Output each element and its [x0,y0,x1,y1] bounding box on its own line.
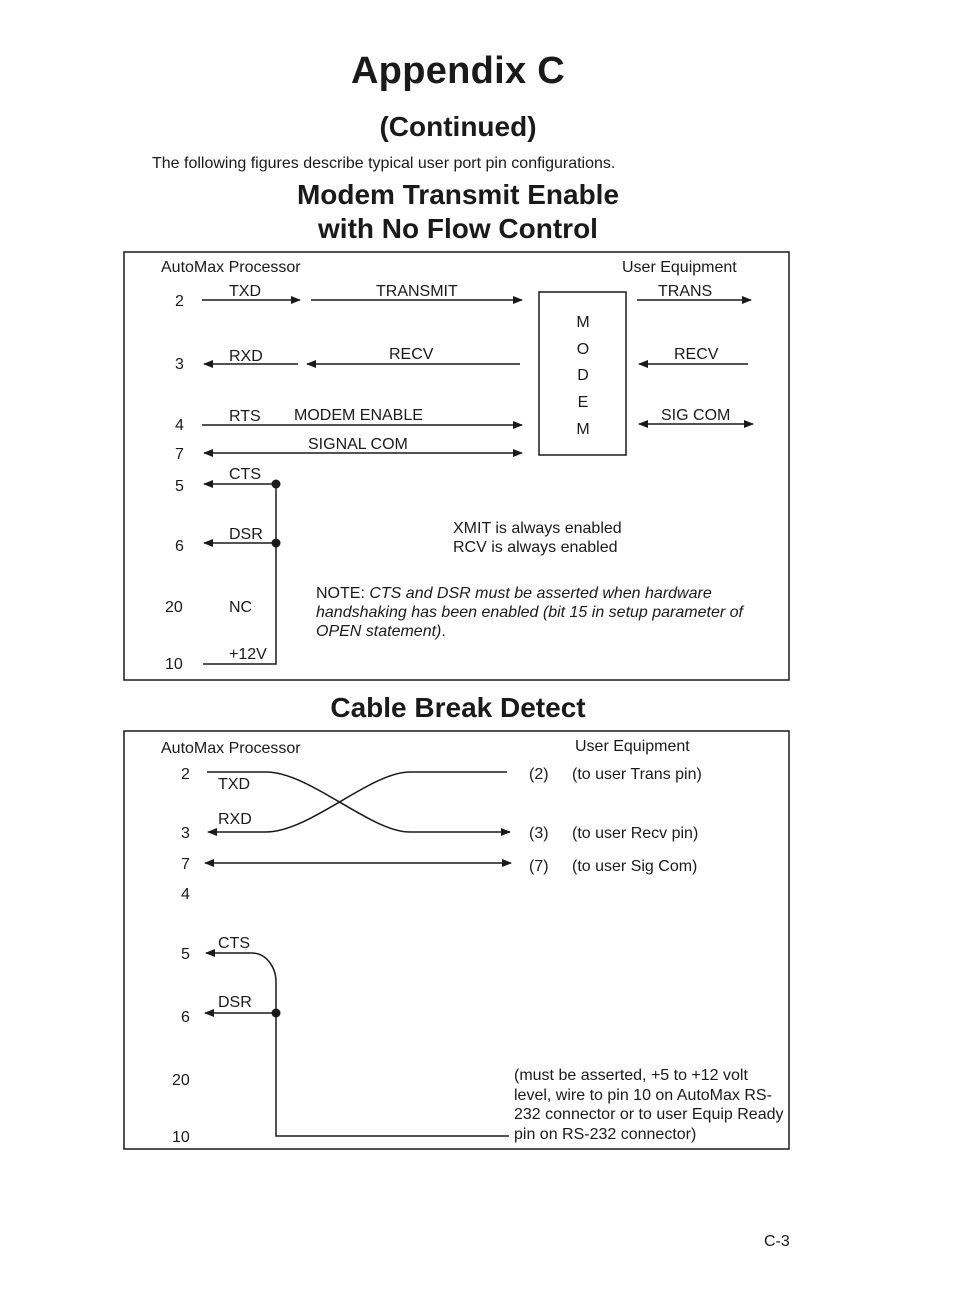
f2-wire-cts-loop [206,953,509,1136]
f2-user-pin-7: (7) [529,858,549,875]
f2-wire-rxd-from-trans [208,772,507,832]
f1-signal-rxd: RXD [229,348,263,365]
f1-left-header: AutoMax Processor [161,259,301,276]
f1-note [316,584,766,641]
modem-letter-3: D [577,367,589,384]
f1-pin-20: 20 [165,599,183,616]
f1-label-signal-com: SIGNAL COM [308,436,408,453]
f2-user-desc-sigcom: (to user Sig Com) [572,858,698,875]
f2-junction-dsr [272,1009,281,1018]
f2-pin-6: 6 [181,1009,190,1026]
f1-user-recv: RECV [674,346,719,363]
f2-right-header: User Equipment [575,738,690,755]
f1-note-prefix: NOTE: [316,585,370,602]
f2-user-desc-trans: (to user Trans pin) [572,766,702,783]
f2-signal-rxd: RXD [218,811,252,828]
f2-user-pin-2: (2) [529,766,549,783]
f1-signal-txd: TXD [229,283,261,300]
page-number: C-3 [764,1233,790,1250]
f2-pin-7: 7 [181,856,190,873]
f2-user-desc-recv: (to user Recv pin) [572,825,699,842]
f2-pin-4: 4 [181,886,190,903]
f1-signal-rts: RTS [229,408,261,425]
modem-letter-4: E [577,394,589,411]
page-title: Appendix C [350,50,566,92]
f1-label-transmit: TRANSMIT [376,283,458,300]
modem-letter-5: M [576,421,590,438]
f1-note-italic: CTS and DSR must be asserted when hardware handshaking has been enabled (bit 15 in setup parameter of OPEN statement) [316,585,743,640]
f1-pin-4: 4 [175,417,184,434]
f1-signal-nc: NC [229,599,253,616]
f1-signal-dsr: DSR [229,526,263,543]
intro-text: The following figures describe typical user port pin configurations. [152,155,616,172]
f1-junction-dsr [272,539,281,548]
page-subtitle: (Continued) [379,111,537,142]
f1-label-recv: RECV [389,346,434,363]
f1-wire-12v-loop [203,484,276,664]
f1-status-xmit: XMIT is always enabled [453,520,622,537]
f2-signal-txd: TXD [218,776,250,793]
f1-label-modem-enable: MODEM ENABLE [294,407,423,424]
f1-right-header: User Equipment [622,259,737,276]
f1-user-trans: TRANS [658,283,713,300]
f1-user-sigcom: SIG COM [661,407,731,424]
f2-signal-dsr: DSR [218,994,252,1011]
f1-pin-5: 5 [175,478,184,495]
f2-pin-2: 2 [181,766,190,783]
modem-letter-2: O [576,341,590,358]
f1-signal-cts: CTS [229,466,261,483]
modem-letter-1: M [576,314,590,331]
f2-pin-10: 10 [172,1129,190,1146]
figure1-heading-line1: Modem Transmit Enable [296,179,620,210]
figure1-heading-line2: with No Flow Control [318,213,598,244]
f2-pin-3: 3 [181,825,190,842]
f2-assert-note: (must be asserted, +5 to +12 volt level, wire to pin 10 on AutoMax RS-232 connector or to user Equip Ready pin on RS-232 connector) [514,1067,784,1143]
f2-pin-20: 20 [172,1072,190,1089]
f2-wire-txd-to-recv [207,772,510,832]
f1-pin-3: 3 [175,356,184,373]
f1-junction-cts [272,480,281,489]
f1-pin-10: 10 [165,656,183,673]
f2-pin-5: 5 [181,946,190,963]
f1-pin-7: 7 [175,446,184,463]
f1-pin-6: 6 [175,538,184,555]
f1-pin-2: 2 [175,293,184,310]
figure2-heading: Cable Break Detect [330,692,586,723]
f1-note-suffix: . [441,623,446,640]
f2-signal-cts: CTS [218,935,250,952]
f1-signal-12v: +12V [229,646,267,663]
f1-status-rcv: RCV is always enabled [453,539,618,556]
f2-left-header: AutoMax Processor [161,740,301,757]
f2-user-pin-3: (3) [529,825,549,842]
